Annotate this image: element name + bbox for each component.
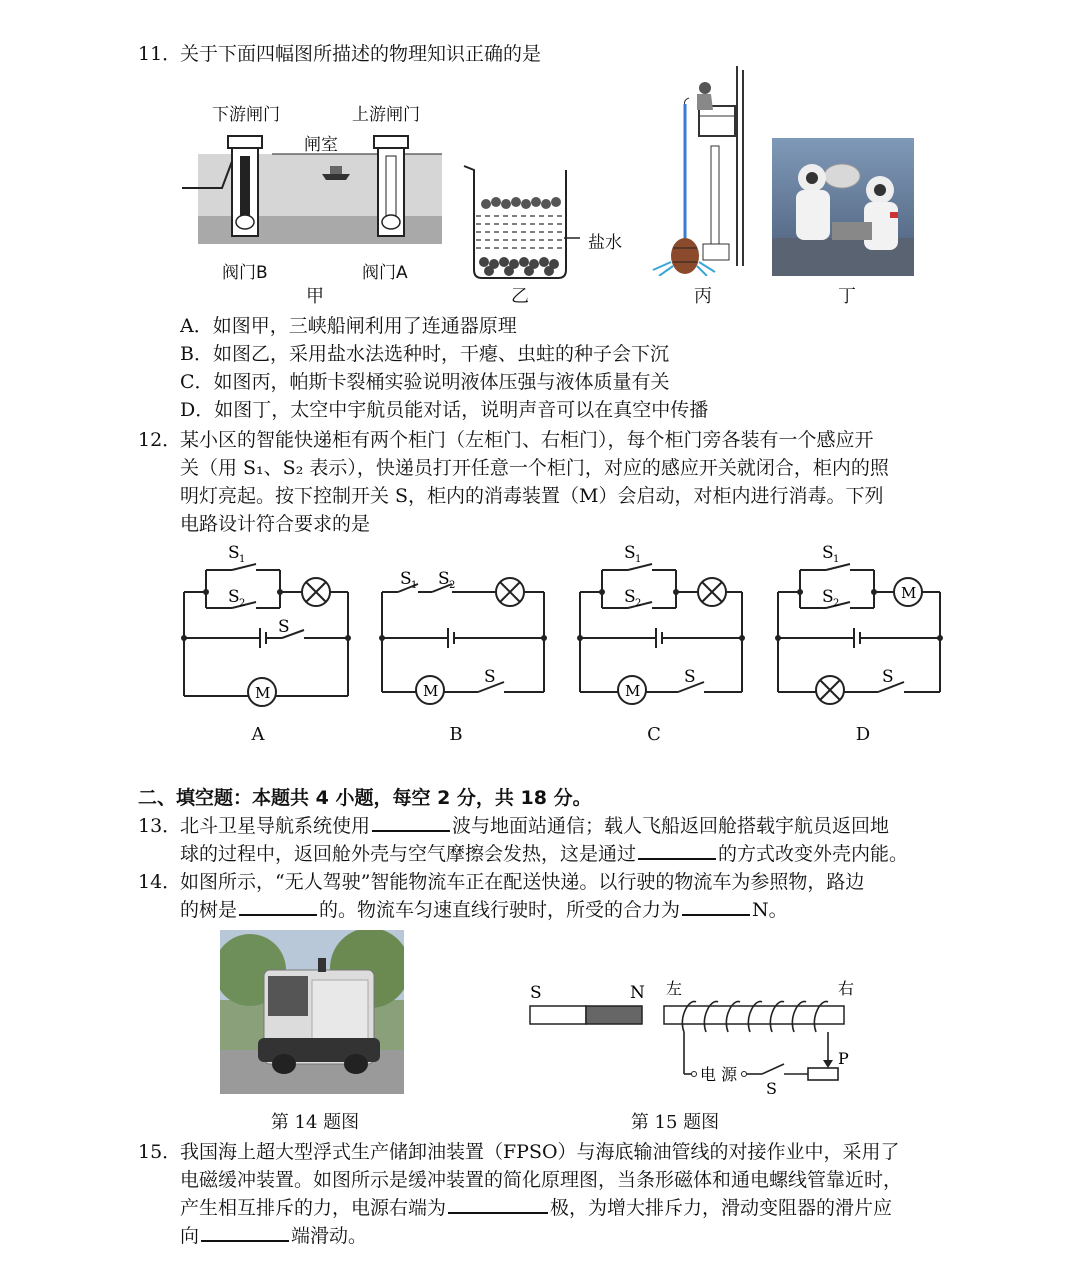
q13-line-2 (180, 840, 908, 868)
q15-blank-2[interactable] (201, 1222, 289, 1242)
d-motor-label: M (901, 584, 917, 602)
q14-blank-1[interactable] (239, 896, 317, 916)
q11-option-c: C．如图丙，帕斯卡裂桶实验说明液体压强与液体质量有关 (180, 371, 670, 393)
a-s2-sub: 2 (239, 598, 246, 609)
label-valve-b: 阀门B (222, 263, 268, 283)
b-s2-label: S (438, 569, 450, 589)
figure-14-caption: 第 14 题图 (270, 1112, 360, 1133)
q14-text-2b: 的。物流车匀速直线行驶时，所受的合力为 (319, 899, 681, 921)
b-s-label: S (484, 667, 496, 687)
circuit-a (176, 540, 356, 710)
fig15-power: 电 源 (700, 1065, 738, 1084)
figure-15-solenoid-diagram (520, 976, 860, 1096)
c-s1-label: S (624, 543, 636, 563)
circuit-d (770, 540, 950, 710)
q13-blank-2[interactable] (638, 840, 716, 860)
q13-text-2b: 的方式改变外壳内能。 (718, 843, 909, 865)
q15-text-4b: 端滑动。 (291, 1225, 368, 1247)
q15-text-3a: 产生相互排斥的力，电源右端为 (180, 1197, 447, 1219)
fig15-magnet-n: N (630, 983, 645, 1003)
q12-option-a: A (251, 724, 265, 745)
q14-number: 14． (138, 871, 182, 893)
a-s1-label: S (228, 543, 240, 563)
fig15-left: 左 (666, 979, 683, 998)
q15-line-3 (180, 1194, 892, 1222)
a-s1-sub: 1 (239, 554, 246, 565)
q15-number: 15． (138, 1141, 182, 1163)
a-s-label: S (278, 617, 290, 637)
label-downstream-gate: 下游闸门 (212, 105, 280, 125)
c-s1-sub: 1 (635, 554, 642, 565)
figure-ding-astronauts-photo (772, 138, 914, 276)
q13-line-1 (180, 812, 889, 840)
q12-option-c: C (647, 724, 661, 745)
d-s1-sub: 1 (833, 554, 840, 565)
b-motor-label: M (423, 682, 439, 700)
caption-yi: 乙 (511, 286, 529, 307)
q13-text-1b: 波与地面站通信；载人飞船返回舱搭载宇航员返回地 (452, 815, 890, 837)
q15-line-1: 我国海上超大型浮式生产储卸油装置（FPSO）与海底输油管线的对接作业中，采用了 (180, 1141, 900, 1163)
q11-option-a: A．如图甲，三峡船闸利用了连通器原理 (180, 315, 517, 337)
section-2-title: 二、填空题：本题共 4 小题，每空 2 分，共 18 分。 (138, 787, 592, 809)
caption-ding: 丁 (838, 286, 856, 307)
figure-yi-beaker (460, 162, 580, 282)
q11-number: 11． (138, 43, 182, 65)
label-lock-chamber: 闸室 (304, 135, 338, 155)
q15-line-4 (180, 1222, 367, 1250)
q14-blank-2[interactable] (682, 896, 750, 916)
c-motor-label: M (625, 682, 641, 700)
q15-blank-1[interactable] (448, 1194, 548, 1214)
c-s2-label: S (624, 587, 636, 607)
label-upstream-gate: 上游闸门 (352, 105, 420, 125)
q14-text-2a: 的树是 (180, 899, 238, 921)
d-s2-label: S (822, 587, 834, 607)
q11-stem: 关于下面四幅图所描述的物理知识正确的是 (180, 43, 542, 65)
figure-15-caption: 第 15 题图 (630, 1112, 720, 1133)
d-s-label: S (882, 667, 894, 687)
a-motor-label: M (255, 684, 271, 702)
c-s-label: S (684, 667, 696, 687)
q13-number: 13． (138, 815, 182, 837)
b-s1-label: S (400, 569, 412, 589)
caption-jia: 甲 (306, 286, 324, 307)
d-s1-label: S (822, 543, 834, 563)
q12-line-2: 关（用 S₁、S₂ 表示），快递员打开任意一个柜门，对应的感应开关就闭合，柜内的照 (180, 457, 889, 479)
fig15-slider-p: P (838, 1049, 849, 1068)
d-s2-sub: 2 (833, 598, 840, 609)
q12-line-3: 明灯亮起。按下控制开关 S，柜内的消毒装置（M）会启动，对柜内进行消毒。下列 (180, 485, 884, 507)
fig15-magnet-s: S (530, 983, 542, 1003)
q12-option-d: D (855, 724, 871, 745)
b-s2-sub: 2 (449, 580, 456, 591)
caption-bing: 丙 (694, 286, 712, 307)
q12-line-4: 电路设计符合要求的是 (180, 513, 371, 535)
label-valve-a: 阀门A (362, 263, 408, 283)
b-s1-sub: 1 (411, 580, 418, 591)
q13-text-2a: 球的过程中，返回舱外壳与空气摩擦会发热，这是通过 (180, 843, 637, 865)
q14-line-2 (180, 896, 788, 924)
q13-blank-1[interactable] (372, 812, 450, 832)
figure-bing-pascal-barrel (645, 66, 755, 276)
q11-option-b: B．如图乙，采用盐水法选种时，干瘪、虫蛀的种子会下沉 (180, 343, 669, 365)
q12-line-1: 某小区的智能快递柜有两个柜门（左柜门、右柜门），每个柜门旁各装有一个感应开 (180, 429, 874, 451)
fig15-switch: S (766, 1079, 777, 1096)
q12-number: 12． (138, 429, 182, 451)
q15-line-2: 电磁缓冲装置。如图所示是缓冲装置的简化原理图，当条形磁体和通电螺线管靠近时， (180, 1169, 903, 1191)
q13-text-1a: 北斗卫星导航系统使用 (180, 815, 371, 837)
circuit-c (572, 540, 752, 710)
q14-line-1: 如图所示，“无人驾驶”智能物流车正在配送快递。以行驶的物流车为参照物，路边 (180, 871, 865, 893)
figure-14-delivery-vehicle-photo (220, 930, 404, 1094)
q15-text-3b: 极，为增大排斥力，滑动变阻器的滑片应 (550, 1197, 893, 1219)
c-s2-sub: 2 (635, 598, 642, 609)
q15-text-4a: 向 (180, 1225, 200, 1247)
a-s2-label: S (228, 587, 240, 607)
q12-option-b: B (449, 724, 463, 745)
q11-option-d: D．如图丁，太空中宇航员能对话，说明声音可以在真空中传播 (180, 399, 709, 421)
fig15-right: 右 (838, 979, 855, 998)
label-saltwater: 盐水 (588, 233, 622, 253)
circuit-b (374, 540, 554, 710)
q14-text-2c: N。 (752, 899, 788, 921)
